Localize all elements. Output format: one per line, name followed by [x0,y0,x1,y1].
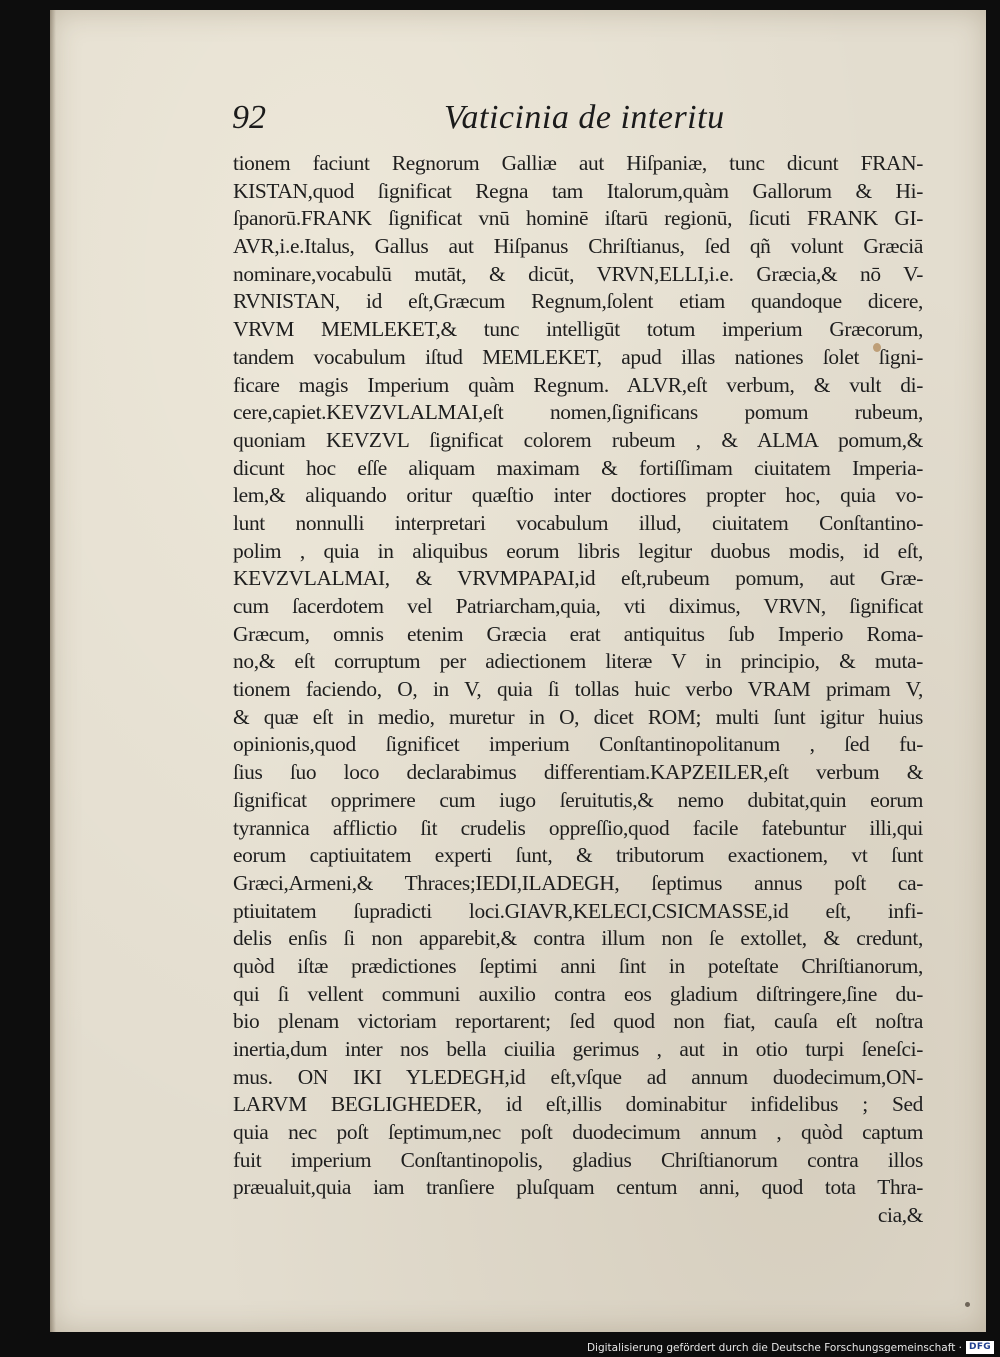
text-line: quia nec poſt ſeptimum,nec poſt duodecimum annum , quòd captum [233,1120,923,1145]
text-line: tionem faciunt Regnorum Galliæ aut Hiſpaniæ, tunc dicunt FRAN- [233,151,923,175]
text-line: mus. ON IKI YLEDEGH,id eſt,vſque ad annum duodecimum,ON- [233,1064,923,1089]
text-line: lem,& aliquando oritur quæſtio inter doctiores propter hoc, quia vo- [233,483,923,508]
text-line: delis enſis ſi non apparebit,& contra illum non ſe extollet, & credunt, [233,926,923,951]
text-line: cum ſacerdotem vel Patriarcham,quia, vti diximus, VRVN, ſignificat [233,594,923,618]
text-line: quòd iſtæ prædictiones ſeptimi anni ſint in poteſtate Chriſtianorum, [233,953,923,978]
running-title: Vaticinia de interitu [444,99,725,136]
text-line: bio plenam victoriam reportarent; ſed quod non fiat, cauſa eſt noſtra [233,1009,923,1034]
text-line: præualuit,quia iam tranſiere pluſquam centum anni, quod tota Thra- [233,1175,923,1200]
text-line: ficare magis Imperium quàm Regnum. ALVR,eſt verbum, & vult di- [233,372,923,397]
text-line: dicunt hoc eſſe aliquam maximam & fortiſſimam ciuitatem Imperia- [233,455,923,480]
text-line: KEVZVLALMAI, & VRVMPAPAI,id eſt,rubeum pomum, aut Græ- [233,566,923,591]
text-line: RVNISTAN, id eſt,Græcum Regnum,ſolent etiam quandoque dicere, [233,289,923,314]
text-line: cere,capiet.KEVZVLALMAI,eſt nomen,ſignificans pomum rubeum, [233,400,923,425]
digitization-credit: Digitalisierung gefördert durch die Deutsche Forschungsgemeinschaft · [586,1342,962,1354]
text-line: opinionis,quod ſignificet imperium Conſtantinopolitanum , ſed fu- [233,732,923,757]
text-line: polim , quia in aliquibus eorum libris legitur duobus modis, id eſt, [233,538,923,563]
text-line: inertia,dum inter nos bella ciuilia gerimus , aut in otio turpi ſeneſci- [233,1037,923,1061]
catchword: cia,& [877,1203,923,1228]
text-line: tionem faciendo, O, in V, quia ſi tollas huic verbo VRAM primam V, [233,677,923,702]
page-header [232,96,772,140]
text-line: eorum captiuitatem experti ſunt, & tributorum exactionem, vt ſunt [233,843,923,868]
text-line: quoniam KEVZVL ſignificat colorem rubeum , & ALMA pomum,& [233,427,923,452]
text-line: ſignificat opprimere cum iugo ſeruitutis,& nemo dubitat,quin eorum [233,787,923,812]
text-line: Græcum, omnis etenim Græcia erat antiquitus ſub Imperio Roma- [233,621,923,646]
text-line: nominare,vocabulū mutāt, & dicūt, VRVN,ELLI,i.e. Græcia,& nō V- [233,261,923,286]
page-number: 92 [232,99,266,136]
text-line: ſpanorū.FRANK ſignificat vnū hominē iſtarū regionū, ſicuti FRANK GI- [233,206,923,231]
text-line: VRVM MEMLEKET,& tunc intelligūt totum imperium Græcorum, [233,317,923,342]
dfg-logo: DFG [966,1341,994,1354]
text-line: tandem vocabulum iſtud MEMLEKET, apud illas nationes ſolet ſigni- [233,344,923,369]
text-line: LARVM BEGLIGHEDER, id eſt,illis dominabitur infidelibus ; Sed [233,1092,923,1117]
text-line: AVR,i.e.Italus, Gallus aut Hiſpanus Chriſtianus, ſed qñ volunt Græciā [233,234,923,259]
text-line: qui ſi vellent communi auxilio contra eos gladium diſtringere,ſine du- [233,981,923,1006]
text-line: no,& eſt corruptum per adiectionem literæ V in principio, & muta- [233,649,923,674]
text-line: ſius ſuo loco declarabimus differentiam.KAPZEILER,eſt verbum & [233,760,923,785]
text-line: lunt nonnulli interpretari vocabulum illud, ciuitatem Conſtantino- [233,510,923,535]
text-line: KISTAN,quod ſignificat Regna tam Italorum,quàm Gallorum & Hi- [233,178,923,203]
body-text [233,150,923,1230]
page-gutter-shadow [50,10,56,1332]
text-line: ptiuitatem ſupradicti loci.GIAVR,KELECI,CSICMASSE,id eſt, infi- [233,898,923,923]
text-line: tyrannica afflictio ſit crudelis oppreſſio,quod facile fatebuntur illi,qui [233,815,923,840]
ink-blemish [965,1302,970,1307]
text-line: Græci,Armeni,& Thraces;IEDI,ILADEGH, ſeptimus annus poſt ca- [233,870,923,895]
text-line: fuit imperium Conſtantinopolis, gladius Chriſtianorum contra illos [233,1147,923,1172]
text-line: & quæ eſt in medio, muretur in O, dicet ROM; multi ſunt igitur huius [233,704,923,729]
